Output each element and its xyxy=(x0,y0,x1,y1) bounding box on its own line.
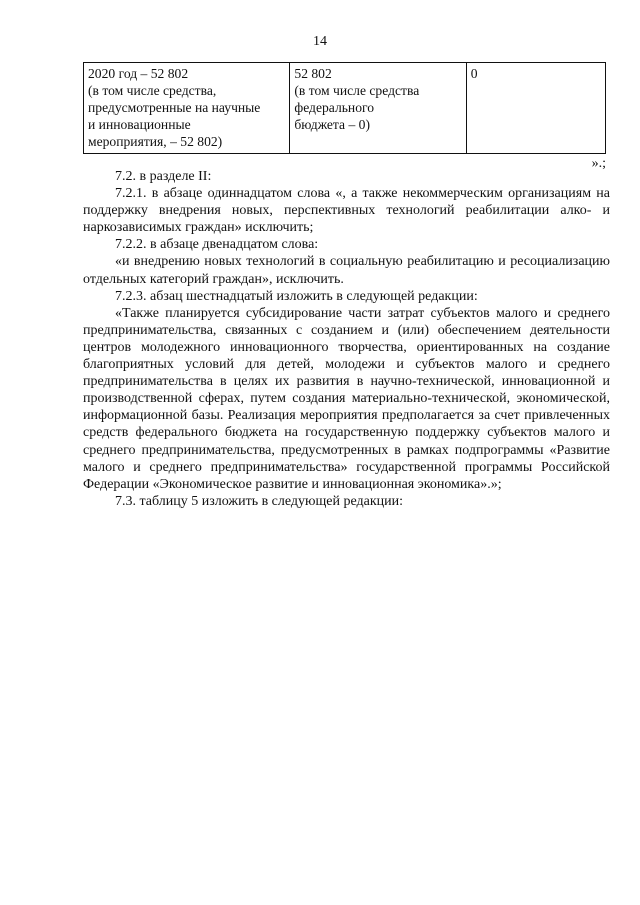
paragraph-7-2-2-quote: «и внедрению новых технологий в социальную реабилитацию и ресоциализацию отдельных категорий граждан», исключить. xyxy=(83,254,610,287)
paragraph-7-3: 7.3. таблицу 5 изложить в следующей редакции: xyxy=(115,493,404,509)
cell-line: 2020 год – 52 802 xyxy=(88,66,189,81)
paragraph-7-2-1: 7.2.1. в абзаце одиннадцатом слова «, а также некоммерческим организациям на поддержку внедрения новых, перспективных технологий реабилитации алко- и наркозависимых граждан» исключить; xyxy=(83,186,610,236)
cell-line: бюджета – 0) xyxy=(294,117,370,132)
cell-line: (в том числе средства xyxy=(294,83,420,98)
cell-line: федерального xyxy=(294,100,375,115)
paragraph-7-2: 7.2. в разделе II: xyxy=(115,169,212,184)
paragraph-7-2-3-quote: «Также планируется субсидирование части затрат субъектов малого и среднего предпринимательства, связанных с созданием и (или) обеспечением деятельности центров молодежного инновационного творчества, ориентированных на создание благоприятных условий для детей, молодежи и субъектов малого и среднего предпринимательства в целях их развития в научно-технической, инновационной и производственной сферах, путем создания материально-технической, экономической, информационной базы. Реализация мероприятия предполагается за счет привлеченных средств федерального бюджета на государственную поддержку субъектов малого и среднего предпринимательства, предусмотренных в рамках подпрограммы «Развитие малого и среднего предпринимательства» государственной программы Российской Федерации «Экономическое развитие и инновационная экономика».»; xyxy=(83,305,610,492)
table-cell-total xyxy=(84,63,290,154)
cell-line: 52 802 xyxy=(294,66,332,81)
table-cell-federal xyxy=(290,63,466,154)
cell-line: и инновационные xyxy=(88,117,191,132)
table-cell-other xyxy=(466,63,605,154)
budget-table xyxy=(83,62,606,154)
paragraph-7-2-3: 7.2.3. абзац шестнадцатый изложить в следующей редакции: xyxy=(115,288,478,304)
cell-line: (в том числе средства, xyxy=(88,83,217,98)
cell-line: предусмотренные на научные xyxy=(88,100,261,115)
page-number: 14 xyxy=(313,34,327,49)
table-row xyxy=(84,63,606,154)
paragraph-7-2-2: 7.2.2. в абзаце двенадцатом слова: xyxy=(115,237,319,253)
cell-line: 0 xyxy=(470,66,478,81)
closing-quote-mark: ».; xyxy=(591,156,606,171)
document-body xyxy=(83,168,610,510)
cell-line: мероприятия, – 52 802) xyxy=(88,134,223,149)
